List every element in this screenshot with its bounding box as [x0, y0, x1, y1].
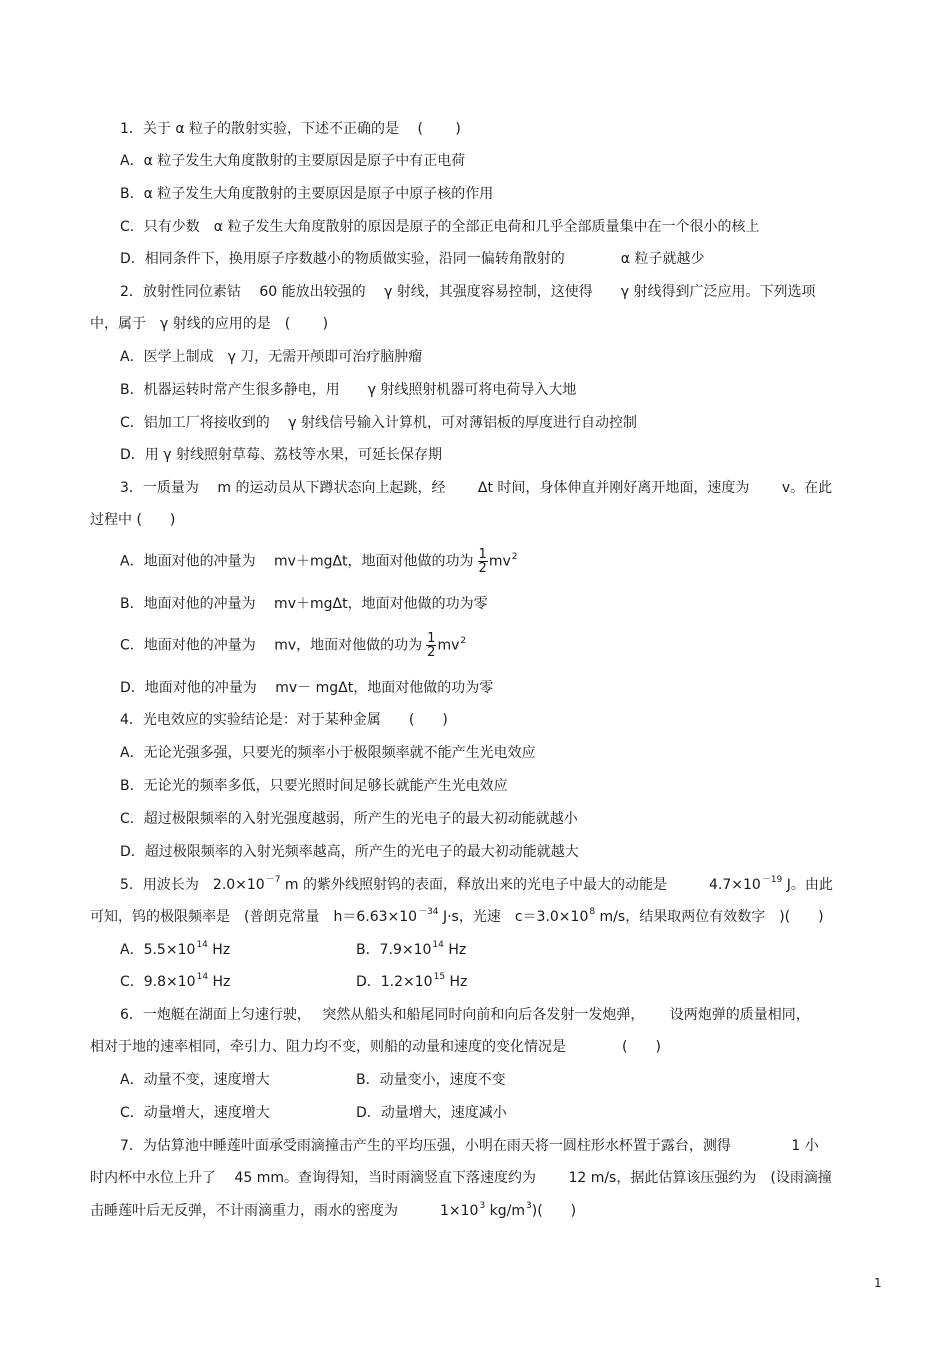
question-2-option-c: C．铝加工厂将接收到的 γ 射线信号输入计算机，可对薄铝板的厚度进行自动控制: [120, 415, 637, 431]
fraction-half: $\frac{1}{2}$: [478, 547, 487, 576]
question-3-continued: 过程中 ( ): [90, 512, 176, 528]
question-4-option-d: D．超过极限频率的入射光频率越高，所产生的光电子的最大初动能就越大: [120, 844, 579, 860]
question-5-option-d: D．$1.2\times 10^{15}$ Hz: [356, 972, 468, 990]
question-7-continued-2: 击睡莲叶后无反弹，不计雨滴重力，雨水的密度为 $1\times 10^3$ $kg/m^3$)( ): [90, 1201, 577, 1219]
question-1: 1．关于 α 粒子的散射实验，下述不正确的是 ( ): [120, 121, 461, 137]
question-4-option-c: C．超过极限频率的入射光强度越弱，所产生的光电子的最大初动能就越小: [120, 811, 578, 827]
question-1-option-b: B．α 粒子发生大角度散射的主要原因是原子中原子核的作用: [120, 186, 494, 202]
page-number: 1: [874, 1276, 882, 1290]
question-5-continued: 可知，钨的极限频率是 (普朗克常量 $h=6.63\times 10^{-34}$ J·s，光速 $c=3.0\times 10^8$ m/s，结果取两位有效数字 )( ): [90, 907, 824, 925]
question-3-option-d: D．地面对他的冲量为 mv－ mgΔt，地面对他做的功为零: [120, 680, 494, 696]
question-3-option-c: C．地面对他的冲量为 mv，地面对他做的功为 $\frac{1}{2}$ $mv^2$: [120, 631, 467, 660]
question-4-option-a: A．无论光强多强，只要光的频率小于极限频率就不能产生光电效应: [120, 745, 536, 761]
question-5: 5．用波长为 $2.0\times 10^{-7}$ m 的紫外线照射钨的表面，释放出来的光电子中最大的动能是 $4.7\times 10^{-19}$ J。由此: [120, 875, 833, 893]
question-4: 4．光电效应的实验结论是：对于某种金属 ( ): [120, 712, 448, 728]
question-6-option-a: A．动量不变，速度增大: [120, 1072, 270, 1088]
question-5-option-b: B．$7.9\times 10^{14}$ Hz: [356, 940, 467, 958]
question-2-option-a: A．医学上制成 γ 刀，无需开颅即可治疗脑肿瘤: [120, 349, 423, 365]
question-6: 6．一炮艇在湖面上匀速行驶， 突然从船头和船尾同时向前和向后各发射一发炮弹， 设两炮弹的质量相同，: [120, 1007, 810, 1023]
question-2: 2．放射性同位素钴 60 能放出较强的 γ 射线，其强度容易控制，这使得 γ 射线得到广泛应用。下列选项: [120, 284, 816, 300]
question-2-option-b: B．机器运转时常产生很多静电，用 γ 射线照射机器可将电荷导入大地: [120, 382, 577, 398]
question-2-option-d: D．用 γ 射线照射草莓、荔枝等水果，可延长保存期: [120, 447, 442, 463]
question-6-option-d: D．动量增大，速度减小: [356, 1105, 507, 1121]
question-4-option-b: B．无论光的频率多低，只要光照时间足够长就能产生光电效应: [120, 778, 508, 794]
question-6-option-b: B．动量变小，速度不变: [356, 1072, 506, 1088]
question-6-continued: 相对于地的速率相同，牵引力、阻力均不变，则船的动量和速度的变化情况是 ( ): [90, 1039, 661, 1055]
question-6-option-c: C．动量增大，速度增大: [120, 1105, 270, 1121]
fraction-half: $\frac{1}{2}$: [427, 631, 436, 660]
question-2-continued: 中，属于 γ 射线的应用的是 ( ): [90, 316, 329, 332]
question-3-option-a: A．地面对他的冲量为 mv＋mgΔt，地面对他做的功为 $\frac{1}{2}$ $mv^2$: [120, 547, 518, 576]
question-1-option-a: A．α 粒子发生大角度散射的主要原因是原子中有正电荷: [120, 153, 466, 169]
question-1-option-d: D．相同条件下，换用原子序数越小的物质做实验，沿同一偏转角散射的 α 粒子就越少: [120, 251, 705, 267]
question-7-continued: 时内杯中水位上升了 45 mm。查询得知，当时雨滴竖直下落速度约为 12 m/s，据此估算该压强约为 (设雨滴撞: [90, 1170, 832, 1186]
question-5-option-c: C．$9.8\times 10^{14}$ Hz: [120, 972, 231, 990]
question-1-option-c: C．只有少数 α 粒子发生大角度散射的原因是原子的全部正电荷和几乎全部质量集中在一个很小的核上: [120, 219, 760, 235]
question-5-option-a: A．$5.5\times 10^{14}$ Hz: [120, 940, 231, 958]
question-3-option-b: B．地面对他的冲量为 mv＋mgΔt，地面对他做的功为零: [120, 596, 488, 612]
question-3: 3．一质量为 m 的运动员从下蹲状态向上起跳，经 Δt 时间，身体伸直并刚好离开地面，速度为 v。在此: [120, 480, 833, 496]
question-7: 7．为估算池中睡莲叶面承受雨滴撞击产生的平均压强，小明在雨天将一圆柱形水杯置于露台，测得 1 小: [120, 1138, 819, 1154]
